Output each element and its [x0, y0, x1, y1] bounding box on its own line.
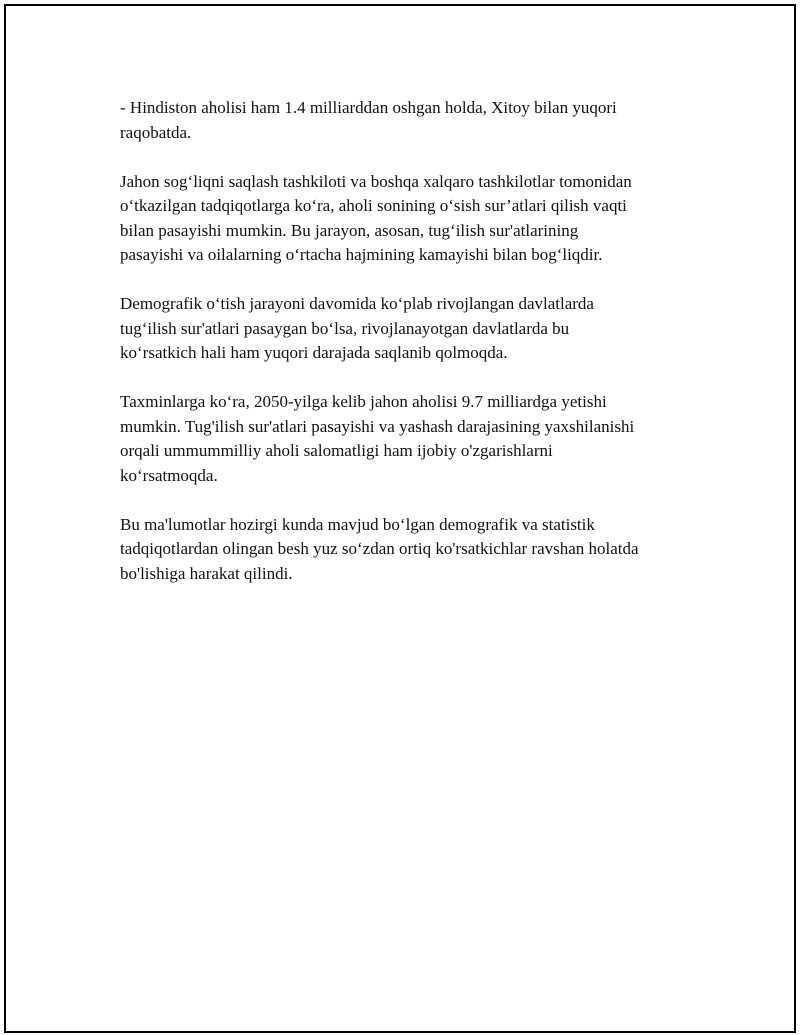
paragraph-conclusion: Bu ma'lumotlar hozirgi kunda mavjud boʻlgan demografik va statistik tadqiqotlardan olingan besh yuz soʻzdan ortiq ko'rsatkichlar ravshan holatda bo'lishiga harakat qilindi. [120, 514, 639, 583]
paragraph-india-population: - Hindiston aholisi ham 1.4 milliarddan oshgan holda, Xitoy bilan yuqori raqobatda. [120, 98, 617, 142]
paragraph-2050-forecast: Taxminlarga koʻra, 2050-yilga kelib jahon aholisi 9.7 milliardga yetishi mumkin. Tug'ilish sur'atlari pasayishi va yashash darajasining yaxshilanishi orqali ummummilliy aholi salomatligi ham ijobiy o'zgarishlarni koʻrsatmoqda. [120, 392, 635, 485]
paragraph-demographic-transition: Demografik oʻtish jarayoni davomida koʻplab rivojlangan davlatlarda tugʻilish sur'atlari pasaygan boʻlsa, rivojlanayotgan davlatlarda bu koʻrsatkich hali ham yuqori darajada saqlanib qolmoqda. [120, 294, 594, 362]
document-body [120, 96, 700, 611]
paragraph-who-research: Jahon sogʻliqni saqlash tashkiloti va boshqa xalqaro tashkilotlar tomonidan oʻtkazilgan tadqiqotlarga koʻra, aholi sonining oʻsish sur’atlari qilish vaqti bilan pasayishi mumkin. Bu jarayon, asosan, tugʻilish sur'atlarining pasayishi va oilalarning oʻrtacha hajmining kamayishi bilan bogʻliqdir. [120, 171, 632, 264]
document-page [4, 4, 796, 1033]
